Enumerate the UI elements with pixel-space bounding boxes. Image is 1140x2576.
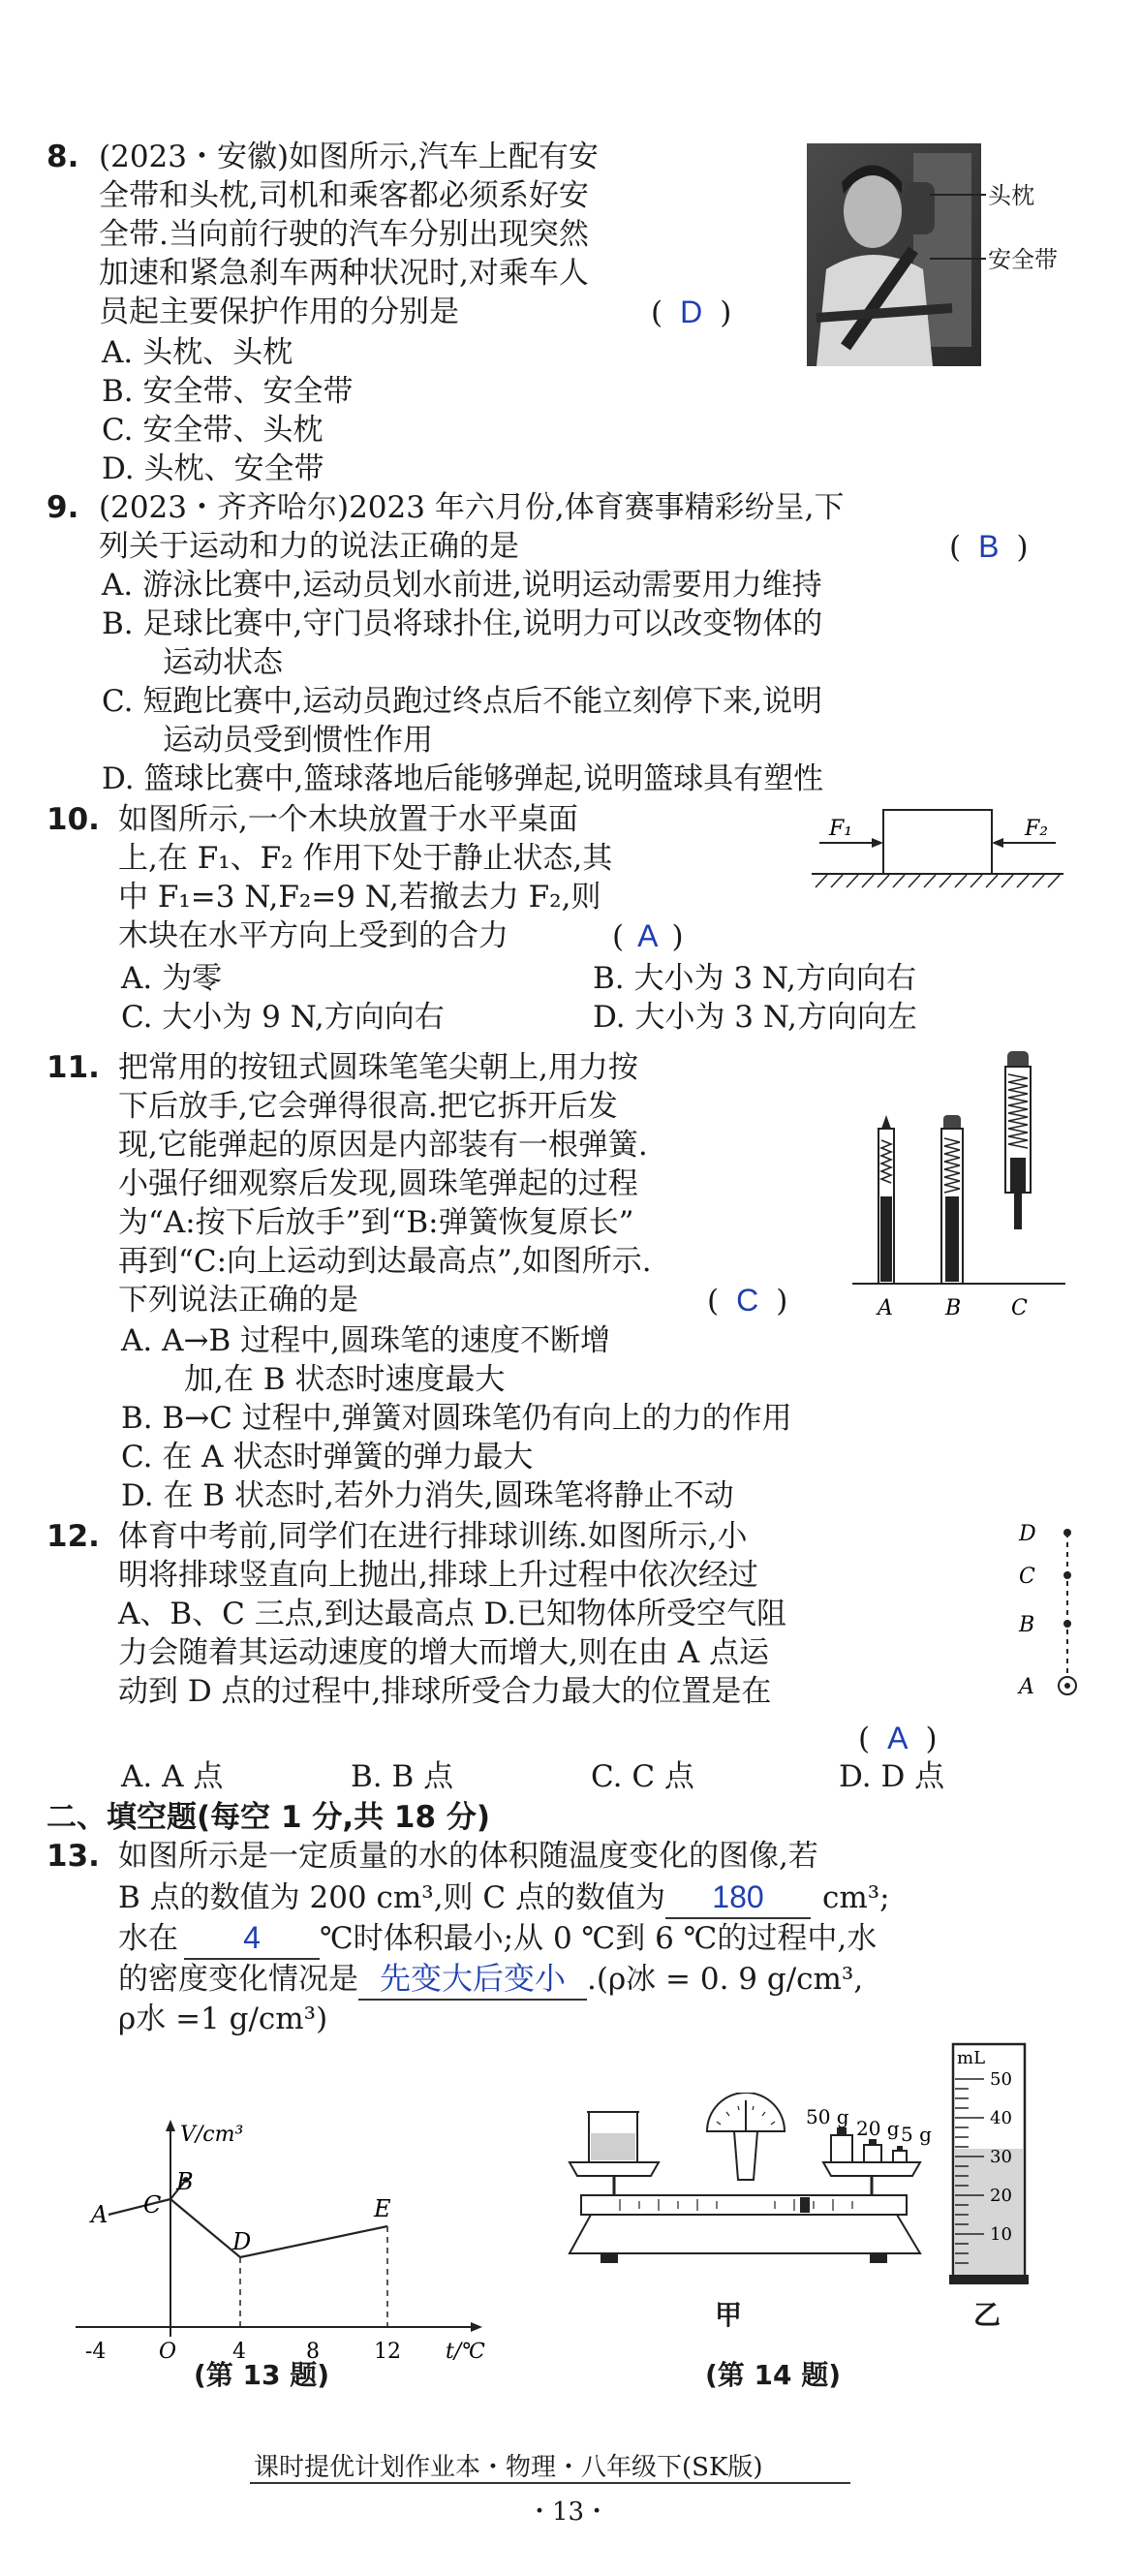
origin-label: O xyxy=(159,2340,177,2364)
question-text: 明将排球竖直向上抛出,排球上升过程中依次经过 xyxy=(118,1558,758,1593)
left-pan xyxy=(570,2162,659,2176)
question-text: 加速和紧急刹车两种状况时,对乘车人 xyxy=(99,256,589,291)
figure-label-jia: 甲 xyxy=(715,2299,743,2331)
weight-50g xyxy=(831,2135,852,2162)
option: D. D 点 xyxy=(839,1759,945,1794)
point-b xyxy=(1063,1620,1071,1628)
figure-label-yi: 乙 xyxy=(973,2299,1001,2331)
label-b: B xyxy=(1019,1613,1035,1637)
question-text: 木块在水平方向上受到的合力 xyxy=(118,918,508,953)
option: 加,在 B 状态时速度最大 xyxy=(184,1362,506,1397)
point-d-label: D xyxy=(232,2228,252,2255)
question-text: 体育中考前,同学们在进行排球训练.如图所示,小 xyxy=(118,1519,748,1554)
option: B. B→C 过程中,弹簧对圆珠笔仍有向上的力的作用 xyxy=(121,1401,792,1436)
answer-value: A xyxy=(887,1721,909,1755)
question-text: (2023・齐齐哈尔)2023 年六月份,体育赛事精彩纷呈,下 xyxy=(99,490,845,525)
answer-value: B xyxy=(978,529,1000,564)
option: B. 安全带、安全带 xyxy=(102,374,354,409)
point-a-label: A xyxy=(91,2201,108,2228)
point-d xyxy=(1063,1529,1071,1536)
question-text: 力会随着其运动速度的增大而增大,则在由 A 点运 xyxy=(118,1635,769,1670)
option: B. 大小为 3 N,方向向右 xyxy=(593,961,916,996)
answer-paren: ( A ) xyxy=(858,1721,938,1756)
label-d: D xyxy=(1019,1522,1036,1546)
question-number: 9. xyxy=(46,490,79,525)
belt-label: 安全带 xyxy=(988,246,1058,273)
balance-base xyxy=(570,2215,920,2253)
option: D. 篮球比赛中,篮球落地后能够弹起,说明篮球具有塑性 xyxy=(102,761,824,796)
cylinder-mark: 30 xyxy=(990,2147,1012,2167)
pen-label-b: B xyxy=(945,1296,962,1320)
point-c-label: C xyxy=(143,2191,162,2219)
cylinder-mark: 10 xyxy=(990,2224,1012,2245)
option: C. 短跑比赛中,运动员跑过终点后不能立刻停下来,说明 xyxy=(102,684,823,719)
car-seat-photo xyxy=(807,143,981,366)
right-pan xyxy=(823,2162,920,2176)
question-text: 全带和头枕,司机和乘客都必须系好安 xyxy=(99,178,589,213)
f1-label: F₁ xyxy=(829,817,853,841)
answer-value: A xyxy=(637,918,659,953)
fill-blank-1[interactable] xyxy=(665,1878,811,1919)
fill-blank-3[interactable] xyxy=(358,1959,587,2001)
answer-value: D xyxy=(680,295,703,329)
table-hatching xyxy=(816,875,1060,887)
wood-block xyxy=(883,810,992,874)
balance-scale-figure xyxy=(562,2093,940,2306)
block-force-figure xyxy=(812,804,1063,891)
question-number: 11. xyxy=(46,1050,100,1085)
option: D. 在 B 状态时,若外力消失,圆珠笔将静止不动 xyxy=(121,1478,734,1513)
option: A. A→B 过程中,圆珠笔的速度不断增 xyxy=(121,1323,610,1358)
tick-label: -4 xyxy=(85,2340,107,2364)
cylinder-unit: mL xyxy=(957,2048,986,2068)
option: C. C 点 xyxy=(591,1759,694,1794)
text-run: 水在 xyxy=(118,1921,178,1956)
pen-label-a: A xyxy=(878,1296,893,1320)
text-run: .(ρ冰 = 0. 9 g/cm³, xyxy=(587,1962,864,1997)
question-text: 下列说法正确的是 xyxy=(118,1283,358,1318)
tick-label: 8 xyxy=(306,2340,320,2364)
question-text: 如图所示是一定质量的水的体积随温度变化的图像,若 xyxy=(118,1839,818,1874)
option: A. 游泳比赛中,运动员划水前进,说明运动需要用力维持 xyxy=(102,568,822,603)
pen-label-c: C xyxy=(1011,1296,1028,1320)
cylinder-mark: 20 xyxy=(990,2186,1012,2206)
fill-blank-2[interactable] xyxy=(184,1918,320,1960)
answer-paren: ( B ) xyxy=(949,529,1029,565)
pen-b xyxy=(941,1115,963,1284)
balance-beam xyxy=(581,2195,907,2215)
question-text: 下后放手,它会弹得很高.把它拆开后发 xyxy=(118,1089,618,1124)
question-text xyxy=(118,1878,890,1919)
option: C. 安全带、头枕 xyxy=(102,413,324,448)
question-number: 8. xyxy=(46,140,79,174)
tick-label: 12 xyxy=(374,2340,401,2364)
page-number: ・13・ xyxy=(527,2498,610,2527)
answer-value: C xyxy=(736,1283,759,1318)
question-text: 如图所示,一个木块放置于水平桌面 xyxy=(118,802,578,837)
question-text: 中 F₁=3 N,F₂=9 N,若撤去力 F₂,则 xyxy=(118,880,601,915)
figure-caption: (第 14 题) xyxy=(705,2359,842,2391)
weight-label: 5 g xyxy=(901,2123,932,2146)
text-run: B 点的数值为 200 cm³,则 C 点的数值为 xyxy=(118,1880,665,1915)
question-text: 把常用的按钮式圆珠笔笔尖朝上,用力按 xyxy=(118,1050,638,1085)
graduated-cylinder-figure xyxy=(945,2034,1042,2286)
question-text: 员起主要保护作用的分别是 xyxy=(99,295,459,329)
f2-label: F₂ xyxy=(1025,817,1049,841)
blank-answer: 先变大后变小 xyxy=(379,1961,566,1996)
footer-divider xyxy=(250,2482,850,2484)
question-number: 12. xyxy=(46,1519,100,1554)
weight-5g xyxy=(893,2151,907,2162)
question-text: A、B、C 三点,到达最高点 D.已知物体所受空气阻 xyxy=(118,1597,787,1631)
figure-caption: (第 13 题) xyxy=(194,2359,330,2391)
question-text: 全带.当向前行驶的汽车分别出现突然 xyxy=(99,217,589,252)
driver-photo-icon xyxy=(807,143,981,366)
option: C. 大小为 9 N,方向向右 xyxy=(121,1000,445,1035)
section-heading: 二、填空题(每空 1 分,共 18 分) xyxy=(46,1800,490,1835)
question-number: 10. xyxy=(46,802,100,837)
rider xyxy=(800,2197,810,2213)
question-text: 动到 D 点的过程中,排球所受合力最大的位置是在 xyxy=(118,1674,772,1709)
answer-paren: ( D ) xyxy=(651,295,732,330)
question-text: 列关于运动和力的说法正确的是 xyxy=(99,529,519,564)
tick-label: 4 xyxy=(232,2340,246,2364)
text-run: ℃时体积最小;从 0 ℃到 6 ℃的过程中,水 xyxy=(320,1921,878,1956)
question-text: 小强仔细观察后发现,圆珠笔弹起的过程 xyxy=(118,1166,638,1201)
answer-paren: ( C ) xyxy=(707,1283,788,1319)
option: 运动状态 xyxy=(163,645,283,680)
y-axis-label: V/cm³ xyxy=(180,2123,244,2147)
ball-trajectory-figure xyxy=(1007,1521,1104,1705)
option: A. 为零 xyxy=(121,961,223,996)
headrest-label: 头枕 xyxy=(988,182,1034,209)
pen-c xyxy=(1005,1051,1031,1229)
question-text: ρ水 =1 g/cm³) xyxy=(118,2002,328,2036)
question-text xyxy=(118,1959,863,2001)
cylinder-mark: 40 xyxy=(990,2108,1012,2128)
point-c xyxy=(1063,1571,1071,1579)
cylinder-mark: 50 xyxy=(990,2069,1012,2090)
label-a: A xyxy=(1019,1675,1034,1699)
option: A. A 点 xyxy=(121,1759,224,1794)
pen-spring-figure xyxy=(852,1051,1065,1322)
label-c: C xyxy=(1019,1565,1035,1589)
question-text: (2023・安徽)如图所示,汽车上配有安 xyxy=(99,140,599,174)
leader-line xyxy=(930,194,986,196)
weight-20g xyxy=(864,2145,881,2162)
text-run: 的密度变化情况是 xyxy=(118,1962,358,1997)
question-text: 为“A:按下后放手”到“B:弹簧恢复原长” xyxy=(118,1205,634,1240)
question-text: 再到“C:向上运动到达最高点”,如图所示. xyxy=(118,1244,652,1279)
option: C. 在 A 状态时弹簧的弹力最大 xyxy=(121,1440,534,1474)
blank-answer: 4 xyxy=(243,1920,261,1955)
point-e-label: E xyxy=(374,2195,391,2222)
question-text: 现,它能弹起的原因是内部装有一根弹簧. xyxy=(118,1128,648,1163)
option: D. 头枕、安全带 xyxy=(102,451,324,486)
option: B. B 点 xyxy=(351,1759,454,1794)
question-text: 上,在 F₁、F₂ 作用下处于静止状态,其 xyxy=(118,841,613,876)
x-axis-label: t/℃ xyxy=(446,2340,485,2364)
option: 运动员受到惯性作用 xyxy=(163,723,433,758)
option: B. 足球比赛中,守门员将球扑住,说明力可以改变物体的 xyxy=(102,606,823,641)
point-b-label: B xyxy=(176,2168,194,2195)
pen-a xyxy=(878,1115,894,1284)
question-number: 13. xyxy=(46,1839,100,1874)
weight-label: 50 g xyxy=(806,2105,849,2128)
answer-paren: ( A ) xyxy=(612,918,684,954)
blank-answer: 180 xyxy=(712,1879,764,1914)
leader-line xyxy=(930,258,986,260)
volume-temperature-graph xyxy=(66,2112,492,2364)
book-title-footer: 课时提优计划作业本・物理・八年级下(SK版) xyxy=(254,2453,763,2482)
weight-label: 20 g xyxy=(856,2117,900,2140)
option: A. 头枕、头枕 xyxy=(102,335,293,370)
text-run: cm³; xyxy=(821,1880,890,1915)
question-text xyxy=(118,1918,877,1960)
option: D. 大小为 3 N,方向向左 xyxy=(593,1000,917,1035)
